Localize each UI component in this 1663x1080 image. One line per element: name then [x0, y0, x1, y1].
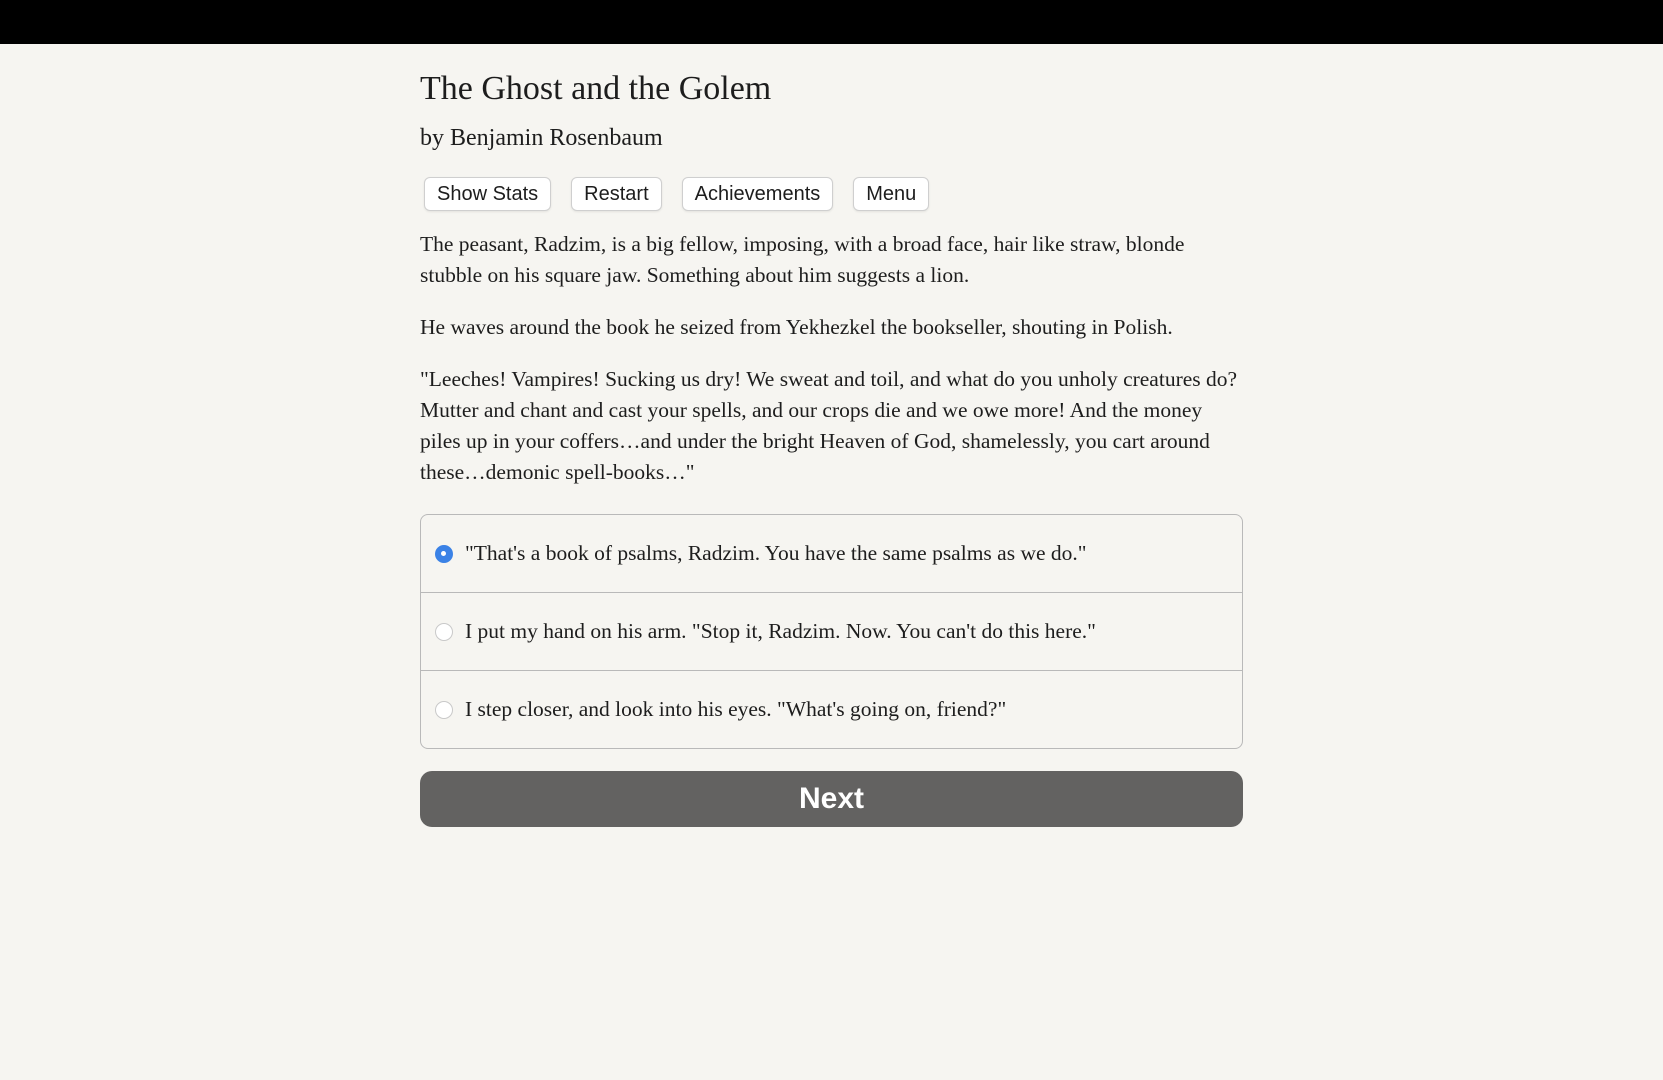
- restart-button[interactable]: Restart: [571, 177, 661, 211]
- choice-label: "That's a book of psalms, Radzim. You have the same psalms as we do.": [465, 541, 1087, 565]
- toolbar: [420, 177, 1243, 211]
- game-title: The Ghost and the Golem: [420, 70, 772, 107]
- choice-option[interactable]: [421, 515, 1242, 592]
- passage-paragraph: "Leeches! Vampires! Sucking us dry! We sweat and toil, and what do you unholy creatures do? Mutter and chant and cast your spells, and our crops die and we owe more! And the money piles up in your coffers…and under the bright Heaven of God, shamelessly, you cart around these…demonic spell-books…": [420, 367, 1238, 484]
- radio-button[interactable]: [435, 545, 453, 563]
- choice-label: I put my hand on his arm. "Stop it, Radzim. Now. You can't do this here.": [465, 619, 1096, 643]
- top-bar: [0, 0, 1663, 44]
- radio-button[interactable]: [435, 623, 453, 641]
- next-button[interactable]: Next: [420, 771, 1243, 827]
- game-content: [420, 44, 1243, 827]
- choice-label: I step closer, and look into his eyes. "What's going on, friend?": [465, 697, 1007, 721]
- choice-option[interactable]: [421, 670, 1242, 748]
- show-stats-button[interactable]: Show Stats: [424, 177, 551, 211]
- choice-list: [420, 514, 1243, 749]
- story-passage: [420, 229, 1243, 488]
- achievements-button[interactable]: Achievements: [682, 177, 834, 211]
- menu-button[interactable]: Menu: [853, 177, 929, 211]
- passage-paragraph: The peasant, Radzim, is a big fellow, imposing, with a broad face, hair like straw, blonde stubble on his square jaw. Something about him suggests a lion.: [420, 232, 1185, 287]
- choice-option[interactable]: [421, 592, 1242, 670]
- game-author: by Benjamin Rosenbaum: [420, 125, 663, 151]
- radio-button[interactable]: [435, 701, 453, 719]
- passage-paragraph: He waves around the book he seized from Yekhezkel the bookseller, shouting in Polish.: [420, 315, 1173, 339]
